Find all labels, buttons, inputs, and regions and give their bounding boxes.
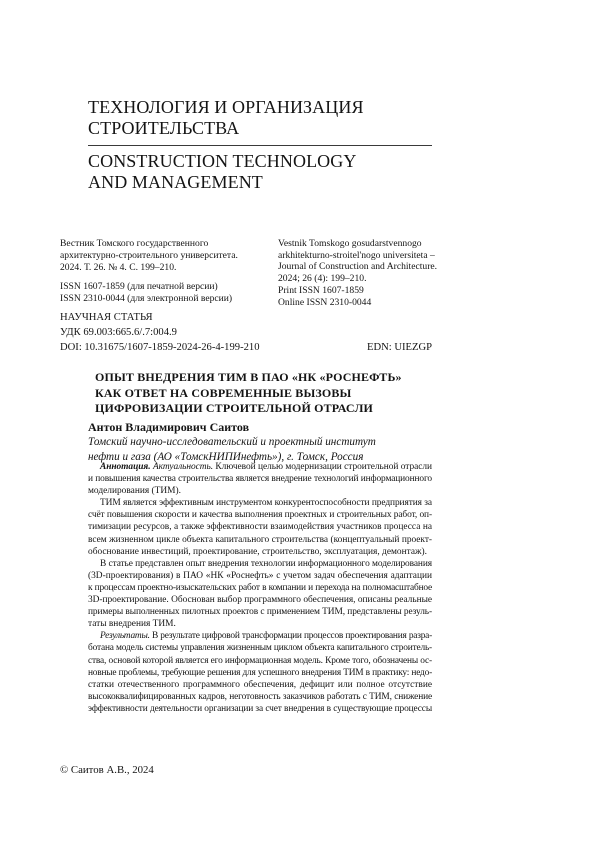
udc-code: УДК 69.003:665.6/.7:004.9 [60,327,177,338]
citation-en-line: Online ISSN 2310-0044 [278,296,372,308]
author-name: Антон Владимирович Саитов [88,420,250,434]
abstract-text: Ключевой целью модернизации строительной отрасли [215,462,432,472]
journal-section-ru-line: ТЕХНОЛОГИЯ И ОРГАНИЗАЦИЯ [88,97,364,117]
relevance-label: Актуальность. [152,462,214,472]
abstract-line: эффективности деятельности организации за счет внедрения в существующие процессы [88,703,432,714]
copyright-notice: © Саитов А.В., 2024 [60,764,154,776]
abstract-line [88,461,432,473]
abstract-line: обоснование инвестиций, проектирование, строительство, эксплуатация, демонтаж). [88,546,427,557]
citation-ru-line: архитектурно-строительного университета. [60,250,238,261]
journal-section-en-line: CONSTRUCTION TECHNOLOGY [88,151,357,171]
citation-en [278,238,437,308]
abstract-line: всем жизненном цикле объекта капитального строительства (концептуальный проект- [88,534,432,545]
article-type: НАУЧНАЯ СТАТЬЯ [60,312,153,323]
affiliation-line: нефти и газа (АО «ТомскНИПИнефть»), г. Томск, Россия [88,451,364,463]
abstract-line: таты внедрения ТИМ. [88,619,176,630]
citation-ru [60,238,238,274]
affiliation-line: Томский научно-исследовательский и проектный институт [88,436,376,448]
abstract-line: В статье представлен опыт внедрения технологии информационного моделирования [100,558,432,569]
abstract-line: счёт повышения скорости и качества выполнения проектных и строительных работ, оп- [88,510,432,521]
edn: EDN: UIEZGP [366,342,432,353]
abstract-line: моделирования (ТИМ). [88,486,181,497]
abstract-line: ботана модель системы управления жизненным циклом объекта капитального строитель- [88,643,432,654]
doi-row [60,340,432,355]
title-line: ЦИФРОВИЗАЦИИ СТРОИТЕЛЬНОЙ ОТРАСЛИ [95,401,374,416]
abstract-text: В результате цифровой трансформации процессов проектирования разра- [151,631,432,642]
journal-section-ru-line: СТРОИТЕЛЬСТВА [88,117,240,138]
issn-line: ISSN 1607-1859 (для печатной версии) [60,281,218,292]
abstract-line: новные проблемы, требующие решения для успешного внедрения ТИМ в практику: недо- [88,667,432,678]
citation-en-line: 2024; 26 (4): 199–210. [278,273,367,285]
citation-en-line: arkhitekturno-stroitel'nogo universiteta – [278,249,435,261]
section-divider [88,145,432,146]
abstract-line: примеры выполненных пилотных проектов с применением ТИМ, представлены резуль- [88,607,432,618]
abstract-line: ТИМ является эффективным инструментом конкурентоспособности предприятия за [100,498,432,509]
abstract-line: ства, основой которой является его информационная модель. Кроме того, обозначены ос- [88,655,432,666]
article-title [95,370,402,417]
citation-en-line: Print ISSN 1607-1859 [278,284,364,296]
abstract-line: 3D-проектирование. Обоснован выбор программного обеспечения, описаны реальные [88,595,432,606]
issn-line: ISSN 2310-0044 (для электронной версии) [60,293,233,304]
doi: DOI: 10.31675/1607-1859-2024-26-4-199-210 [60,342,260,353]
citation-en-line: Vestnik Tomskogo gosudarstvennogo [278,238,422,249]
article-meta [60,310,432,355]
journal-section-en [88,151,356,192]
abstract-line: тимизации ресурсов, а также эффективности взаимодействия участников процесса на [88,522,432,533]
citation-issn [60,281,232,305]
abstract-label: Аннотация. [100,462,151,472]
journal-section-en-line: AND MANAGEMENT [88,171,263,192]
abstract [88,461,432,715]
journal-section-ru [88,97,364,138]
abstract-line: статки отечественного программного обеспечения, дефицит или полное отсутствие [88,679,432,690]
abstract-line: (3D-проектирования) в ПАО «НК «Роснефть» с учетом задач обеспечения адаптации [88,570,432,581]
abstract-line: к процессам проектно-изыскательских работ в компании и перехода на полномасштабное [88,582,432,593]
abstract-line: и повышения качества строительства является внедрение технологий информационного [88,474,432,485]
citation-ru-line: 2024. Т. 26. № 4. С. 199–210. [60,262,177,273]
citation-en-line: Journal of Construction and Architecture. [278,261,438,273]
title-line: ОПЫТ ВНЕДРЕНИЯ ТИМ В ПАО «НК «РОСНЕФТЬ» [95,370,402,384]
abstract-line [88,630,432,642]
abstract-line: высококвалифицированных кадров, неготовность заказчиков работать с ТИМ, снижение [88,691,432,702]
results-label: Результаты. [100,631,150,642]
citation-ru-line: Вестник Томского государственного [60,238,209,249]
title-line: КАК ОТВЕТ НА СОВРЕМЕННЫЕ ВЫЗОВЫ [95,385,352,400]
